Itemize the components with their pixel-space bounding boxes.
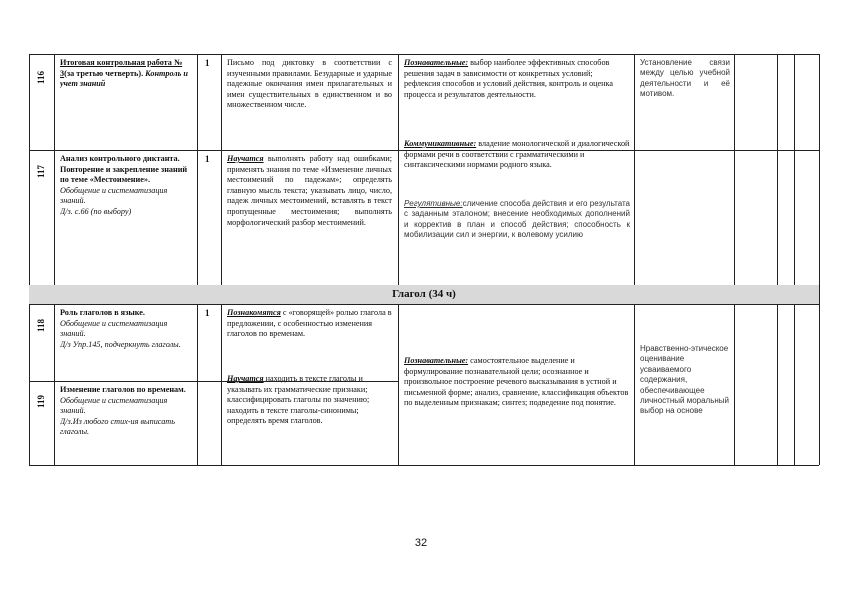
lesson-number: 118 xyxy=(36,318,46,332)
activity-text: Научатся выполнять работу над ошибками; применять знания по теме «Изменение личных местоимений по падежам»; определять главную мысль текста; указывать лицо, число, падеж личных местоимений, вставлять в текст пропущенные местоимения; выполнять морфологический разбор местоимений. xyxy=(227,154,392,227)
lesson-plan-table xyxy=(29,54,819,466)
uud-cognitive: Познавательные: самостоятельное выделение и формулирование познавательной цели; осознанное и произвольное построение речевого высказывания в устной и письменной форме; анализ, сравнение, классификация объектов по выделенным признакам; синтез; подведение под понятие. xyxy=(404,356,629,408)
personal-results: Нравственно-этическое оценивание усваиваемого содержания, обеспечивающее личностный моральный выбор на основе xyxy=(640,344,730,416)
activity-text: Познакомятся с «говорящей» ролью глагола в предложении, с особенностью изменения глаголов по временам. xyxy=(227,308,392,339)
column-divider xyxy=(794,304,795,465)
table-border-left xyxy=(29,54,30,465)
table-border-right xyxy=(819,54,820,465)
column-divider xyxy=(634,304,635,465)
column-divider xyxy=(398,54,399,285)
lesson-topic: Роль глаголов в языке. Обобщение и систематизация знаний. Д/з Упр.145, подчеркнуть глаголы. xyxy=(60,308,181,349)
activity-text: Научатся находить в тексте глаголы и указывать их грамматические признаки; классифицировать глаголы по значению; находить в тексте глаголы-синонимы; определять время глаголов. xyxy=(227,374,370,426)
column-divider xyxy=(777,54,778,285)
section-title: Глагол (34 ч) xyxy=(392,288,456,300)
column-divider xyxy=(197,54,198,285)
column-divider xyxy=(634,54,635,285)
uud-cognitive: Познавательные: выбор наиболее эффективных способов решения задач в зависимости от конкретных условий; рефлексия способов и условий действия, контроль и оценка процесса и результатов деятельности. xyxy=(404,58,614,99)
table-border-bottom xyxy=(29,465,819,466)
table-border-top xyxy=(29,54,819,55)
column-divider xyxy=(734,54,735,285)
activity-text: Письмо под диктовку в соответствии с изученными правилами. Безударные и ударные падежные окончания имен прилагательных и имен существительных в единственном и во множественном числе. xyxy=(227,58,392,110)
personal-results: Установление связи между целью учебной деятельности и её мотивом. xyxy=(640,58,730,99)
hours-count: 1 xyxy=(205,154,210,164)
page-number: 32 xyxy=(414,537,428,549)
lesson-number: 116 xyxy=(36,70,46,84)
lesson-number: 119 xyxy=(36,394,46,408)
lesson-topic: Анализ контрольного диктанта. Повторение и закрепление знаний по теме «Местоимение». Обобщение и систематизация знаний. Д/з. с.66 (по выбору) xyxy=(60,154,188,216)
column-divider xyxy=(734,304,735,465)
uud-regulative: Регулятивные:сличение способа действия и его результата с заданным эталоном; внесение необходимых дополнений и корректив в план и способ действия; способность к мобилизации сил и энергии, к волевому усилию xyxy=(404,199,630,240)
column-divider xyxy=(221,304,222,465)
column-divider xyxy=(794,54,795,285)
column-divider xyxy=(197,304,198,465)
row-divider xyxy=(29,304,819,305)
uud-communicative: Коммуникативные: владение монологической и диалогической формами речи в соответствии с грамматическими и синтаксическими нормами родного языка. xyxy=(404,139,630,170)
column-divider xyxy=(398,304,399,465)
hours-count: 1 xyxy=(205,308,210,318)
column-divider xyxy=(221,54,222,285)
lesson-topic: Изменение глаголов по временам. Обобщение и систематизация знаний. Д/з.Из любого стих-ия выписать глаголы. xyxy=(60,385,186,437)
column-divider xyxy=(54,304,55,465)
column-divider xyxy=(777,304,778,465)
hours-count: 1 xyxy=(205,58,210,68)
lesson-number: 117 xyxy=(36,164,46,178)
lesson-topic: Итоговая контрольная работа № 3(за третью четверть). Контроль и учет знаний xyxy=(60,58,188,89)
column-divider xyxy=(54,54,55,285)
